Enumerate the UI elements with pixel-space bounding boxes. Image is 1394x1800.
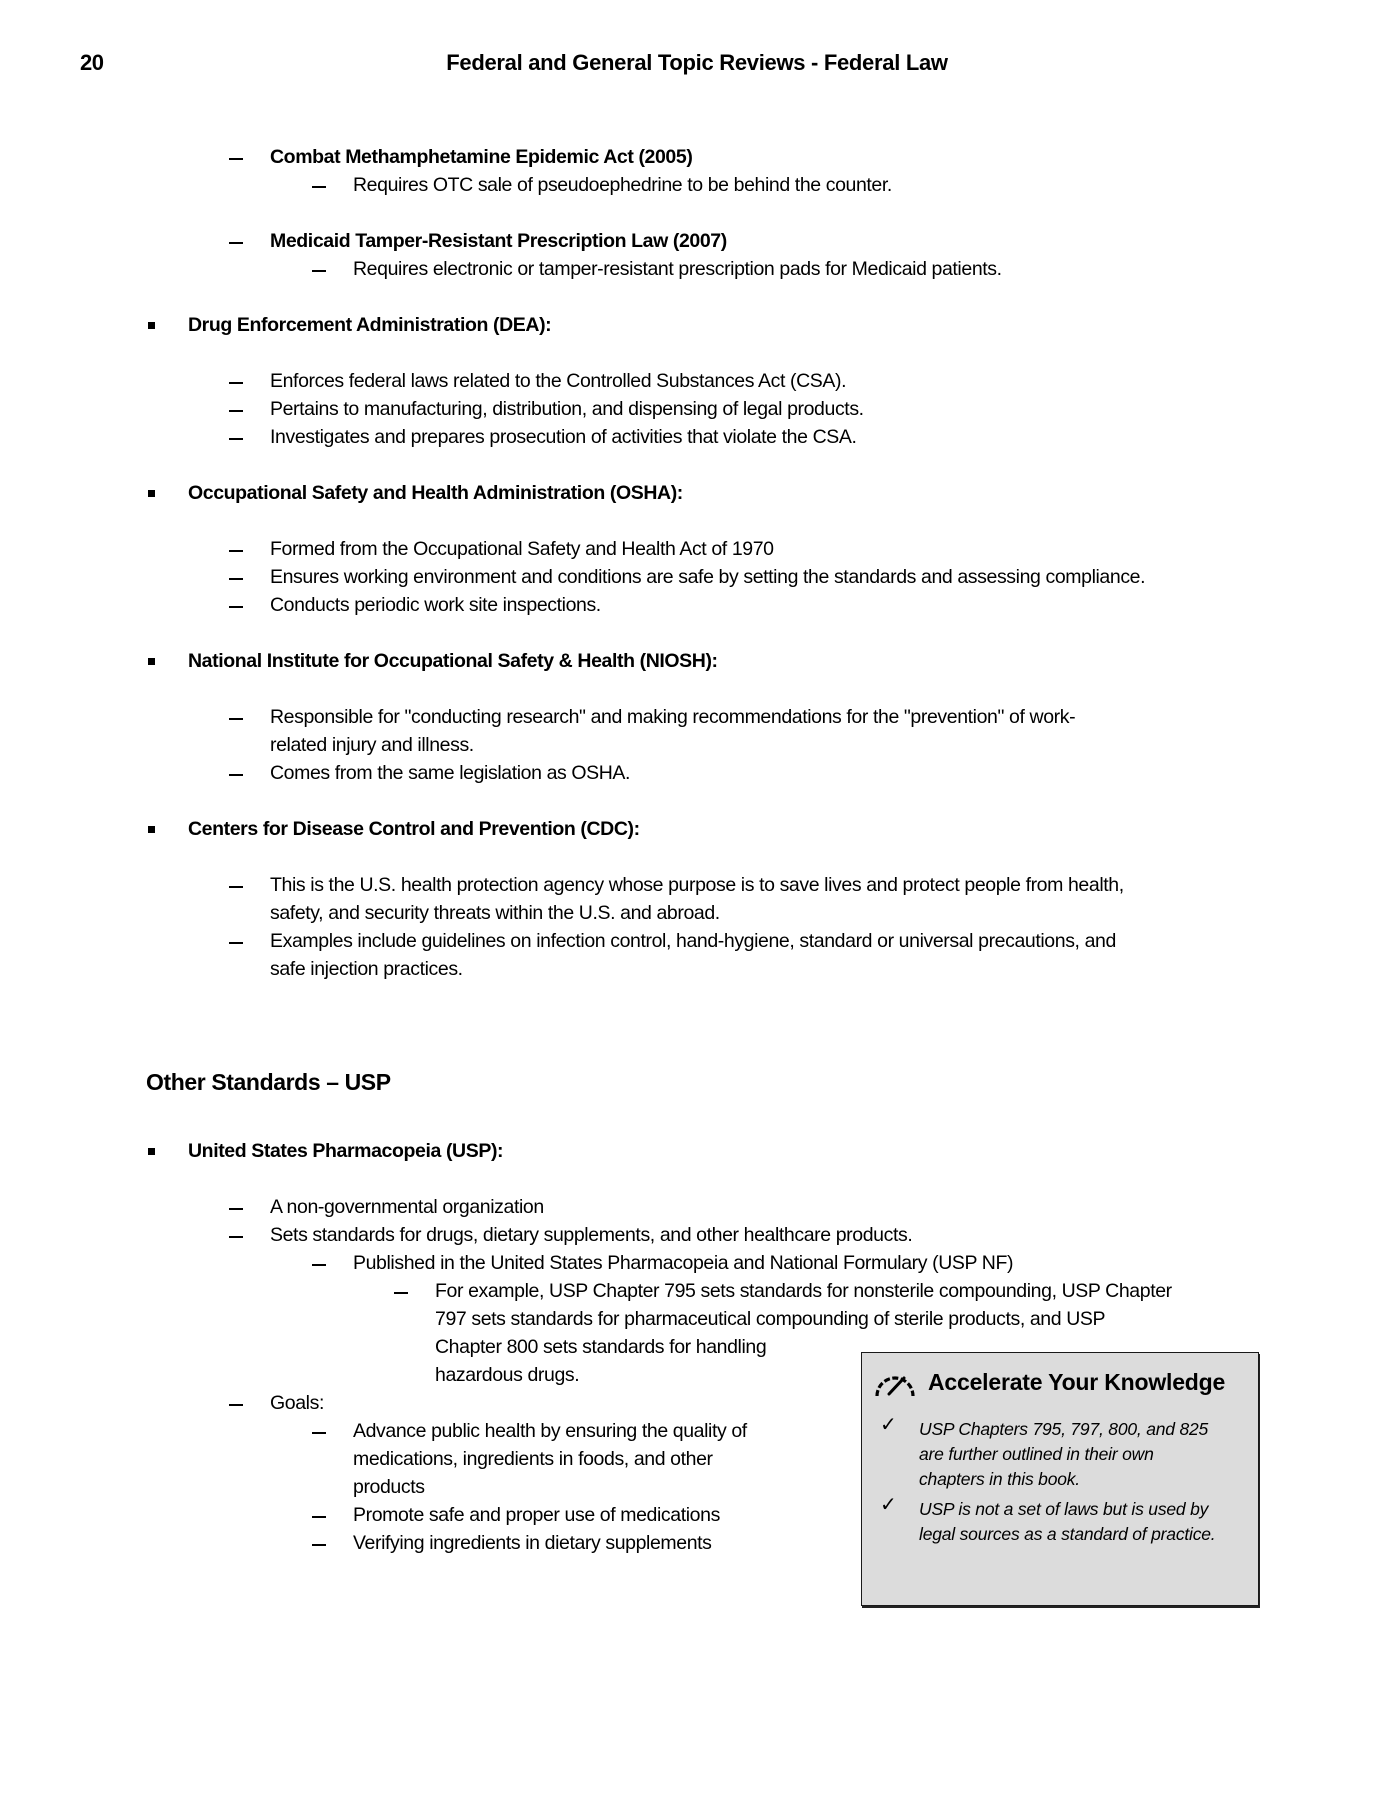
agency-item: Conducts periodic work site inspections. <box>270 594 601 616</box>
dash-bullet-icon <box>229 718 243 720</box>
dash-bullet-icon <box>229 158 243 160</box>
callout-item-line: legal sources as a standard of practice. <box>919 1524 1216 1544</box>
agency-item: Comes from the same legislation as OSHA. <box>270 762 631 784</box>
page-number: 20 <box>80 50 104 75</box>
agency-item: This is the U.S. health protection agency whose purpose is to save lives and protect people from health, <box>270 874 1124 896</box>
checkmark-icon: ✓ <box>880 1412 897 1436</box>
running-header-title: Federal and General Topic Reviews - Federal Law <box>446 50 948 75</box>
dash-bullet-icon <box>312 186 326 188</box>
act-detail: Requires electronic or tamper-resistant prescription pads for Medicaid patients. <box>353 258 1002 280</box>
usp-goal: Advance public health by ensuring the quality of <box>353 1420 747 1442</box>
agency-item: Ensures working environment and conditions are safe by setting the standards and assessing compliance. <box>270 566 1146 588</box>
usp-goal: Promote safe and proper use of medications <box>353 1504 720 1526</box>
dash-bullet-icon <box>229 410 243 412</box>
agency-item-continuation: safety, and security threats within the U.S. and abroad. <box>270 902 720 924</box>
square-bullet-icon <box>148 322 155 329</box>
agency-title-cdc: Centers for Disease Control and Prevention (CDC): <box>188 818 640 840</box>
callout-item-line: USP Chapters 795, 797, 800, and 825 <box>919 1419 1209 1439</box>
dash-bullet-icon <box>229 550 243 552</box>
agency-item: Pertains to manufacturing, distribution, and dispensing of legal products. <box>270 398 864 420</box>
dash-bullet-icon <box>312 1544 326 1546</box>
section-heading: Other Standards – USP <box>146 1069 391 1095</box>
usp-goal-continuation: medications, ingredients in foods, and other <box>353 1448 713 1470</box>
dash-bullet-icon <box>229 606 243 608</box>
callout-item-line: chapters in this book. <box>919 1469 1080 1489</box>
dash-bullet-icon <box>229 942 243 944</box>
agency-item: Formed from the Occupational Safety and Health Act of 1970 <box>270 538 774 560</box>
checkmark-icon: ✓ <box>880 1492 897 1516</box>
agency-item: Responsible for "conducting research" and making recommendations for the "prevention" of work- <box>270 706 1076 728</box>
square-bullet-icon <box>148 1148 155 1155</box>
usp-example-line: hazardous drugs. <box>435 1364 580 1386</box>
square-bullet-icon <box>148 490 155 497</box>
dash-bullet-icon <box>312 1432 326 1434</box>
dash-bullet-icon <box>229 438 243 440</box>
dash-bullet-icon <box>229 1404 243 1406</box>
dash-bullet-icon <box>229 242 243 244</box>
act-title: Medicaid Tamper-Resistant Prescription Law (2007) <box>270 230 727 252</box>
usp-goals-label: Goals: <box>270 1392 324 1414</box>
dash-bullet-icon <box>229 382 243 384</box>
dash-bullet-icon <box>312 270 326 272</box>
agency-title-niosh: National Institute for Occupational Safety & Health (NIOSH): <box>188 650 718 672</box>
agency-item: Enforces federal laws related to the Controlled Substances Act (CSA). <box>270 370 847 392</box>
callout-item-line: USP is not a set of laws but is used by <box>919 1499 1209 1519</box>
agency-title-osha: Occupational Safety and Health Administration (OSHA): <box>188 482 683 504</box>
dash-bullet-icon <box>229 578 243 580</box>
usp-goal-continuation: products <box>353 1476 425 1498</box>
act-detail: Requires OTC sale of pseudoephedrine to be behind the counter. <box>353 174 892 196</box>
agency-item: Examples include guidelines on infection control, hand-hygiene, standard or universal precautions, and <box>270 930 1116 952</box>
usp-example-line: 797 sets standards for pharmaceutical compounding of sterile products, and USP <box>435 1308 1106 1330</box>
dash-bullet-icon <box>229 1208 243 1210</box>
dash-bullet-icon <box>312 1516 326 1518</box>
usp-item: Sets standards for drugs, dietary supplements, and other healthcare products. <box>270 1224 913 1246</box>
dash-bullet-icon <box>312 1264 326 1266</box>
agency-item-continuation: related injury and illness. <box>270 734 474 756</box>
agency-item-continuation: safe injection practices. <box>270 958 463 980</box>
speedometer-icon <box>872 1367 918 1399</box>
usp-item: A non-governmental organization <box>270 1196 544 1218</box>
dash-bullet-icon <box>394 1292 408 1294</box>
agency-title-dea: Drug Enforcement Administration (DEA): <box>188 314 552 336</box>
dash-bullet-icon <box>229 1236 243 1238</box>
usp-subitem: Published in the United States Pharmacopeia and National Formulary (USP NF) <box>353 1252 1014 1274</box>
accelerate-knowledge-callout <box>861 1352 1259 1606</box>
usp-goal: Verifying ingredients in dietary supplements <box>353 1532 712 1554</box>
usp-example-line: Chapter 800 sets standards for handling <box>435 1336 767 1358</box>
callout-item-line: are further outlined in their own <box>919 1444 1154 1464</box>
act-title: Combat Methamphetamine Epidemic Act (2005) <box>270 146 693 168</box>
dash-bullet-icon <box>229 886 243 888</box>
callout-title: Accelerate Your Knowledge <box>928 1369 1226 1395</box>
usp-title: United States Pharmacopeia (USP): <box>188 1140 504 1162</box>
usp-example-line: For example, USP Chapter 795 sets standards for nonsterile compounding, USP Chapter <box>435 1280 1172 1302</box>
agency-item: Investigates and prepares prosecution of activities that violate the CSA. <box>270 426 857 448</box>
dash-bullet-icon <box>229 774 243 776</box>
square-bullet-icon <box>148 658 155 665</box>
square-bullet-icon <box>148 826 155 833</box>
